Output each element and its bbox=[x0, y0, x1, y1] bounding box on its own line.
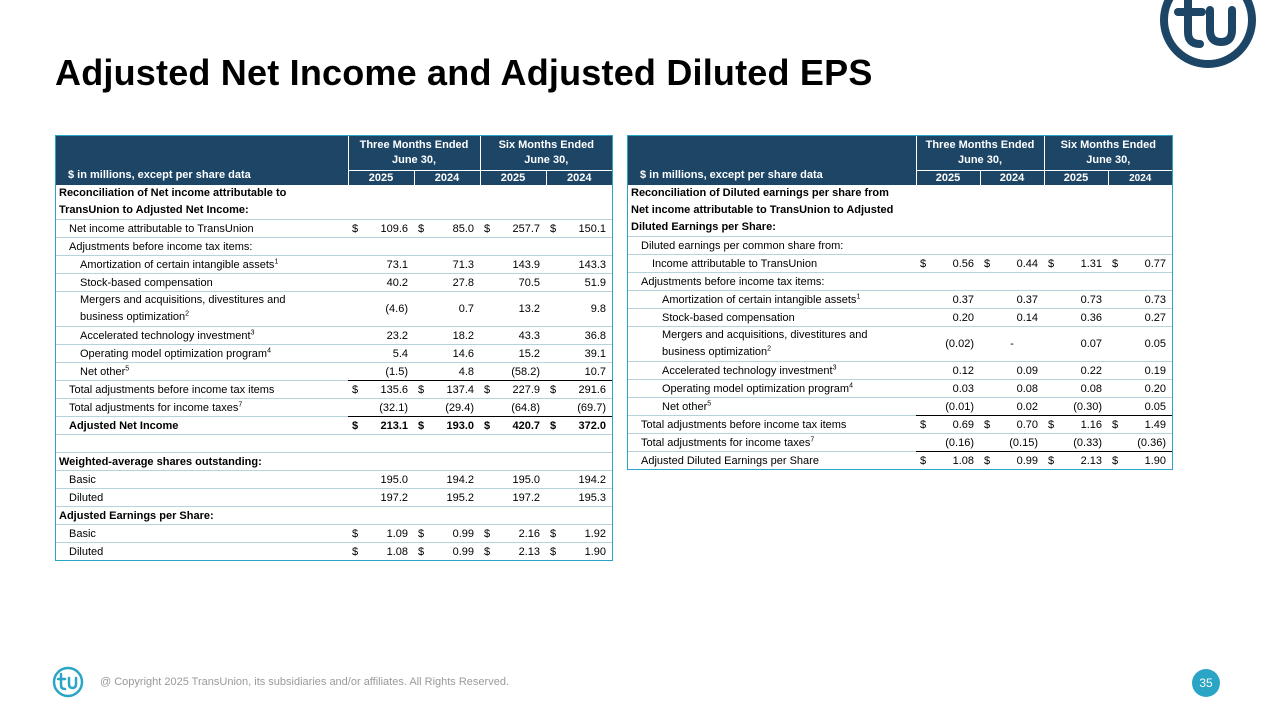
year-header: 2025 bbox=[1044, 171, 1108, 186]
value-cell: $ 0.77 bbox=[1112, 257, 1166, 270]
row-label: Income attributable to TransUnion bbox=[652, 257, 818, 270]
adjusted-net-income-table bbox=[55, 135, 613, 561]
group-header-six-months: Six Months Ended June 30, bbox=[1044, 136, 1172, 171]
value-cell: (0.36) bbox=[1108, 434, 1172, 452]
value-cell: 27.8 bbox=[452, 276, 474, 289]
table-row bbox=[628, 434, 1172, 452]
value-cell: 39.1 bbox=[584, 347, 606, 360]
transunion-footer-logo-icon bbox=[52, 666, 84, 698]
table-row bbox=[56, 220, 612, 238]
value-cell: 4.8 bbox=[414, 363, 480, 381]
value-cell: $ 1.92 bbox=[550, 527, 606, 540]
row-label: Adjustments before income tax items: bbox=[641, 275, 825, 288]
value-cell: $ 227.9 bbox=[484, 383, 540, 396]
value-cell: $ 1.08 bbox=[920, 454, 974, 467]
value-cell: 143.9 bbox=[512, 258, 540, 271]
table-row bbox=[628, 255, 1172, 273]
value-cell: 71.3 bbox=[452, 258, 474, 271]
value-cell: (4.6) bbox=[385, 303, 408, 315]
value-cell: 15.2 bbox=[518, 347, 540, 360]
table-row bbox=[56, 292, 612, 327]
table-row bbox=[56, 256, 612, 274]
group-header-six-months: Six Months Ended June 30, bbox=[480, 136, 612, 171]
value-cell: $ 291.6 bbox=[550, 383, 606, 396]
value-cell: 0.05 bbox=[1144, 338, 1166, 350]
row-label: Accelerated technology investment$^3$ bbox=[80, 328, 255, 342]
value-cell: 0.37 bbox=[1016, 293, 1038, 306]
value-cell: $ 2.13 bbox=[1048, 454, 1102, 467]
value-cell: 43.3 bbox=[518, 329, 540, 342]
year-header: 2024 bbox=[414, 171, 480, 186]
value-cell: 0.14 bbox=[1016, 311, 1038, 324]
value-cell: $ 0.99 bbox=[418, 545, 474, 558]
table-row bbox=[628, 380, 1172, 398]
table-row bbox=[56, 489, 612, 507]
row-label: Net income attributable to TransUnion bbox=[69, 222, 254, 235]
value-cell: - bbox=[1010, 338, 1014, 350]
table-row bbox=[628, 398, 1172, 416]
row-label: Total adjustments before income tax items bbox=[69, 383, 275, 396]
table-row bbox=[56, 417, 612, 435]
year-header: 2024 bbox=[1108, 171, 1172, 186]
table-row bbox=[56, 274, 612, 292]
value-cell: 195.0 bbox=[512, 473, 540, 486]
value-cell: 0.12 bbox=[952, 364, 974, 377]
table-row bbox=[628, 291, 1172, 309]
value-cell: (0.02) bbox=[945, 338, 974, 350]
row-label: Total adjustments for income taxes$^7$ bbox=[69, 400, 243, 414]
value-cell: $ 135.6 bbox=[352, 383, 408, 396]
table-row bbox=[628, 362, 1172, 380]
value-cell: (32.1) bbox=[348, 399, 414, 417]
value-cell: $ 2.16 bbox=[484, 527, 540, 540]
value-cell: 18.2 bbox=[452, 329, 474, 342]
value-cell: $ 0.56 bbox=[920, 257, 974, 270]
value-cell: $ 1.90 bbox=[550, 545, 606, 558]
table-row bbox=[56, 345, 612, 363]
value-cell: 73.1 bbox=[386, 258, 408, 271]
table-row bbox=[56, 399, 612, 417]
value-cell: 5.4 bbox=[392, 347, 408, 360]
table-row bbox=[628, 185, 1172, 237]
section-label: Reconciliation of Diluted earnings per share from Net income attributable to TransUnion to Adjusted Diluted Earnings per Share: bbox=[631, 187, 894, 233]
value-cell: $ 150.1 bbox=[550, 222, 606, 235]
value-cell: 143.3 bbox=[578, 258, 606, 271]
table-row bbox=[56, 363, 612, 381]
year-header: 2025 bbox=[348, 171, 414, 186]
value-cell: (0.30) bbox=[1044, 398, 1108, 416]
value-cell: 195.0 bbox=[380, 473, 408, 486]
row-label: Mergers and acquisitions, divestitures and business optimization$^2$ bbox=[662, 329, 868, 358]
value-cell: $ 1.49 bbox=[1112, 418, 1166, 431]
value-cell: 40.2 bbox=[386, 276, 408, 289]
row-label: Stock-based compensation bbox=[662, 311, 795, 324]
value-cell: 0.73 bbox=[1080, 293, 1102, 306]
table-row bbox=[56, 185, 612, 220]
table-row bbox=[628, 273, 1172, 291]
row-label: Adjusted Diluted Earnings per Share bbox=[641, 454, 819, 467]
table-row bbox=[628, 237, 1172, 255]
value-cell: (0.01) bbox=[916, 398, 980, 416]
value-cell: $ 0.44 bbox=[984, 257, 1038, 270]
copyright-text: @ Copyright 2025 TransUnion, its subsidiaries and/or affiliates. All Rights Reserved. bbox=[100, 676, 509, 688]
value-cell: 0.36 bbox=[1080, 311, 1102, 324]
table-row bbox=[56, 435, 612, 453]
table-row bbox=[56, 507, 612, 525]
value-cell: 0.7 bbox=[458, 303, 474, 315]
value-cell: $ 372.0 bbox=[550, 419, 606, 432]
value-cell: (64.8) bbox=[480, 399, 546, 417]
row-label: Stock-based compensation bbox=[80, 276, 213, 289]
year-header: 2025 bbox=[480, 171, 546, 186]
value-cell: 0.09 bbox=[1016, 364, 1038, 377]
value-cell: 0.02 bbox=[980, 398, 1044, 416]
value-cell: $ 0.70 bbox=[984, 418, 1038, 431]
value-cell: 70.5 bbox=[518, 276, 540, 289]
row-label: Basic bbox=[69, 473, 96, 486]
value-cell: 13.2 bbox=[518, 303, 540, 315]
table-row bbox=[56, 238, 612, 256]
row-label: Operating model optimization program$^4$ bbox=[80, 346, 271, 360]
value-cell: 0.05 bbox=[1108, 398, 1172, 416]
value-cell: (0.16) bbox=[916, 434, 980, 452]
value-cell: 197.2 bbox=[512, 491, 540, 504]
value-cell: $ 1.31 bbox=[1048, 257, 1102, 270]
value-cell: $ 193.0 bbox=[418, 419, 474, 432]
group-header-three-months: Three Months Ended June 30, bbox=[348, 136, 480, 171]
value-cell: (58.2) bbox=[480, 363, 546, 381]
value-cell: 0.08 bbox=[1016, 382, 1038, 395]
value-cell: 14.6 bbox=[452, 347, 474, 360]
value-cell: 0.03 bbox=[952, 382, 974, 395]
row-label: Adjusted Net Income bbox=[69, 419, 179, 432]
row-label: Mergers and acquisitions, divestitures and business optimization$^2$ bbox=[80, 294, 286, 323]
adjusted-diluted-eps-table bbox=[627, 135, 1173, 470]
value-cell: (29.4) bbox=[414, 399, 480, 417]
table-row bbox=[56, 381, 612, 399]
row-label: Diluted bbox=[69, 491, 104, 504]
table-row bbox=[56, 453, 612, 471]
value-cell: 195.3 bbox=[578, 491, 606, 504]
table-row bbox=[56, 327, 612, 345]
value-cell: (69.7) bbox=[546, 399, 612, 417]
row-label: Operating model optimization program$^4$ bbox=[662, 381, 853, 395]
section-label: Reconciliation of Net income attributable to TransUnion to Adjusted Net Income: bbox=[59, 187, 287, 216]
year-header: 2024 bbox=[980, 171, 1044, 186]
year-header: 2025 bbox=[916, 171, 980, 186]
value-cell: 0.08 bbox=[1080, 382, 1102, 395]
value-cell: 0.27 bbox=[1144, 311, 1166, 324]
page-number-badge: 35 bbox=[1192, 669, 1220, 697]
group-header-three-months: Three Months Ended June 30, bbox=[916, 136, 1044, 171]
row-label: Net other$^5$ bbox=[80, 364, 130, 378]
section-label: Weighted-average shares outstanding: bbox=[59, 455, 262, 468]
value-cell: $ 2.13 bbox=[484, 545, 540, 558]
value-cell: $ 137.4 bbox=[418, 383, 474, 396]
value-cell: $ 1.08 bbox=[352, 545, 408, 558]
value-cell: 9.8 bbox=[590, 303, 606, 315]
value-cell: $ 0.69 bbox=[920, 418, 974, 431]
value-cell: 195.2 bbox=[446, 491, 474, 504]
value-cell: $ 1.09 bbox=[352, 527, 408, 540]
value-cell: 0.22 bbox=[1080, 364, 1102, 377]
unit-label: $ in millions, except per share data bbox=[56, 136, 348, 185]
table-row bbox=[628, 416, 1172, 434]
value-cell: 0.19 bbox=[1144, 364, 1166, 377]
value-cell: (0.15) bbox=[980, 434, 1044, 452]
blank-cell bbox=[56, 435, 612, 453]
row-label: Adjustments before income tax items: bbox=[69, 240, 253, 253]
value-cell: 0.37 bbox=[952, 293, 974, 306]
section-label: Adjusted Earnings per Share: bbox=[59, 509, 214, 522]
value-cell: 0.20 bbox=[1144, 382, 1166, 395]
page-title: Adjusted Net Income and Adjusted Diluted EPS bbox=[55, 52, 873, 93]
value-cell: 0.73 bbox=[1144, 293, 1166, 306]
table-row bbox=[56, 525, 612, 543]
value-cell: (0.33) bbox=[1044, 434, 1108, 452]
transunion-logo-icon bbox=[1158, 0, 1258, 70]
row-label: Diluted earnings per common share from: bbox=[641, 239, 844, 252]
value-cell: 0.07 bbox=[1080, 338, 1102, 350]
value-cell: $ 1.16 bbox=[1048, 418, 1102, 431]
row-label: Basic bbox=[69, 527, 96, 540]
value-cell: 0.20 bbox=[952, 311, 974, 324]
table-row bbox=[628, 327, 1172, 362]
row-label: Total adjustments for income taxes$^7$ bbox=[641, 435, 815, 449]
row-label: Accelerated technology investment$^3$ bbox=[662, 363, 837, 377]
value-cell: 197.2 bbox=[380, 491, 408, 504]
value-cell: (1.5) bbox=[348, 363, 414, 381]
row-label: Net other$^5$ bbox=[662, 399, 712, 413]
table-row bbox=[56, 543, 612, 561]
table-row bbox=[56, 471, 612, 489]
value-cell: $ 0.99 bbox=[984, 454, 1038, 467]
unit-label: $ in millions, except per share data bbox=[628, 136, 916, 185]
row-label: Total adjustments before income tax items bbox=[641, 418, 847, 431]
value-cell: $ 420.7 bbox=[484, 419, 540, 432]
value-cell: $ 1.90 bbox=[1112, 454, 1166, 467]
row-label: Amortization of certain intangible assets$^1$ bbox=[662, 292, 861, 306]
value-cell: 23.2 bbox=[386, 329, 408, 342]
value-cell: $ 109.6 bbox=[352, 222, 408, 235]
value-cell: 10.7 bbox=[546, 363, 612, 381]
value-cell: $ 213.1 bbox=[352, 419, 408, 432]
table-row bbox=[628, 309, 1172, 327]
table-row bbox=[628, 452, 1172, 470]
value-cell: 51.9 bbox=[584, 276, 606, 289]
row-label: Diluted bbox=[69, 545, 104, 558]
value-cell: $ 0.99 bbox=[418, 527, 474, 540]
value-cell: 194.2 bbox=[446, 473, 474, 486]
value-cell: $ 85.0 bbox=[418, 222, 474, 235]
value-cell: 194.2 bbox=[578, 473, 606, 486]
year-header: 2024 bbox=[546, 171, 612, 186]
row-label: Amortization of certain intangible assets$^1$ bbox=[80, 257, 279, 271]
value-cell: $ 257.7 bbox=[484, 222, 540, 235]
value-cell: 36.8 bbox=[584, 329, 606, 342]
